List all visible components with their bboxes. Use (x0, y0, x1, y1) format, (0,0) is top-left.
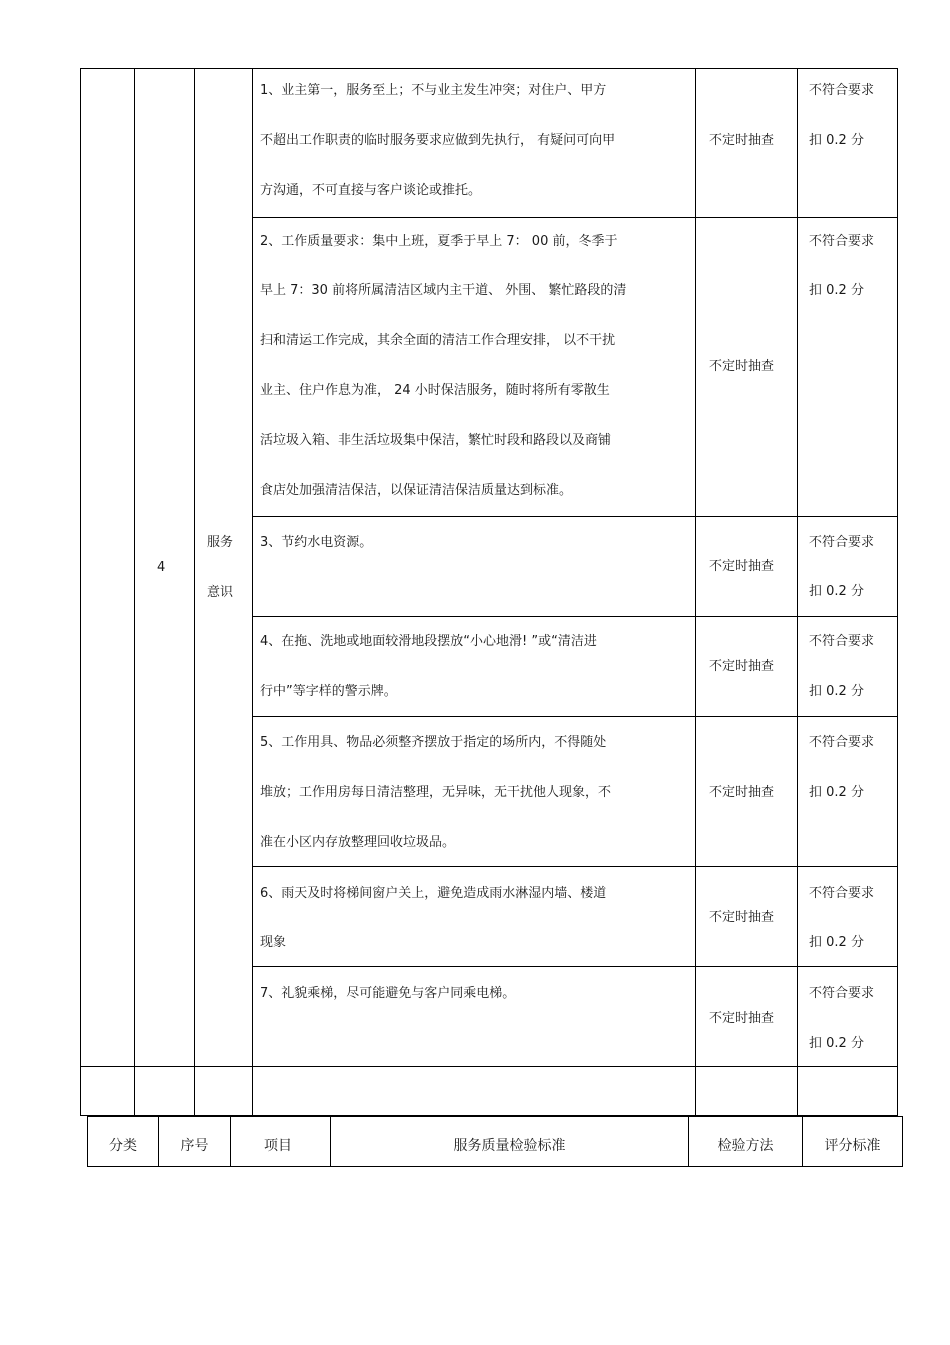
method-text: 不定时抽查 (709, 559, 775, 574)
score-text: 扣 0.2 分 (809, 684, 864, 699)
standard-text: 4、在拖、洗地或地面较滑地段摆放“小心地滑! ”或“清洁进 (260, 634, 597, 649)
method-text: 不定时抽查 (709, 785, 775, 800)
score-text: 不符合要求 (809, 735, 875, 750)
score-text: 扣 0.2 分 (809, 584, 864, 599)
score-text: 不符合要求 (809, 634, 875, 649)
method-text: 不定时抽查 (709, 359, 775, 374)
method-text: 不定时抽查 (709, 133, 775, 148)
score-text: 扣 0.2 分 (809, 133, 864, 148)
header-border-right (902, 1116, 903, 1167)
header-category: 分类 (109, 1138, 137, 1154)
header-border-bottom (87, 1166, 903, 1167)
method-text: 不定时抽查 (709, 1011, 775, 1026)
table-border-top (80, 68, 898, 69)
table-border-left (80, 68, 81, 1116)
standard-text: 7、礼貌乘梯，尽可能避免与客户同乘电梯。 (260, 986, 516, 1001)
col-divider-2 (194, 68, 195, 1116)
score-text: 扣 0.2 分 (809, 785, 864, 800)
item-label: 服务 (207, 535, 234, 550)
score-text: 扣 0.2 分 (809, 1036, 864, 1051)
col-divider-5 (797, 68, 798, 1116)
standard-text: 2、工作质量要求：集中上班，夏季于早上 7： 00 前，冬季于 (260, 234, 618, 249)
standard-text: 6、雨天及时将梯间窗户关上，避免造成雨水淋湿内墙、楼道 (260, 886, 607, 901)
standard-text: 行中”等字样的警示牌。 (260, 684, 397, 699)
standard-text: 准在小区内存放整理回收垃圾品。 (260, 835, 456, 850)
score-text: 扣 0.2 分 (809, 935, 864, 950)
standard-text: 现象 (260, 935, 287, 950)
standard-text: 3、节约水电资源。 (260, 535, 373, 550)
method-text: 不定时抽查 (709, 910, 775, 925)
row-divider (252, 616, 898, 617)
method-text: 不定时抽查 (709, 659, 775, 674)
standard-text: 活垃圾入箱、非生活垃圾集中保洁，繁忙时段和路段以及商铺 (260, 433, 612, 448)
score-text: 不符合要求 (809, 234, 875, 249)
row-divider (252, 516, 898, 517)
standard-text: 5、工作用具、物品必须整齐摆放于指定的场所内，不得随处 (260, 735, 607, 750)
header-standard: 服务质量检验标准 (453, 1138, 566, 1154)
standard-text: 不超出工作职责的临时服务要求应做到先执行， 有疑问可向甲 (260, 133, 616, 148)
row-divider (252, 866, 898, 867)
row-divider (252, 716, 898, 717)
standard-text: 堆放；工作用房每日清洁整理，无异味，无干扰他人现象，不 (260, 785, 612, 800)
seq-number: 4 (157, 560, 166, 575)
standard-text: 方沟通，不可直接与客户谈论或推托。 (260, 183, 482, 198)
header-method: 检验方法 (717, 1138, 774, 1154)
score-text: 扣 0.2 分 (809, 283, 864, 298)
score-text: 不符合要求 (809, 535, 875, 550)
row-divider (252, 217, 898, 218)
header-score: 评分标准 (824, 1138, 881, 1154)
score-text: 不符合要求 (809, 886, 875, 901)
row-divider (252, 966, 898, 967)
standard-text: 业主、住户作息为准， 24 小时保洁服务，随时将所有零散生 (260, 383, 610, 398)
col-divider-3 (252, 68, 253, 1116)
standard-text: 食店处加强清洁保洁，以保证清洁保洁质量达到标准。 (260, 483, 573, 498)
score-text: 不符合要求 (809, 83, 875, 98)
header-seq: 序号 (180, 1138, 209, 1154)
col-divider-1 (134, 68, 135, 1116)
col-divider-4 (695, 68, 696, 1116)
standard-text: 1、业主第一，服务至上；不与业主发生冲突；对住户、甲方 (260, 83, 607, 98)
table-border-right (897, 68, 898, 1116)
standard-text: 早上 7：30 前将所属清洁区域内主干道、 外围、 繁忙路段的清 (260, 283, 627, 298)
header-item: 项目 (264, 1138, 292, 1154)
standard-text: 扫和清运工作完成，其余全面的清洁工作合理安排， 以不干扰 (260, 333, 616, 348)
score-text: 不符合要求 (809, 986, 875, 1001)
row-divider (80, 1066, 898, 1067)
item-label: 意识 (207, 585, 234, 600)
header-border-top (87, 1116, 903, 1117)
